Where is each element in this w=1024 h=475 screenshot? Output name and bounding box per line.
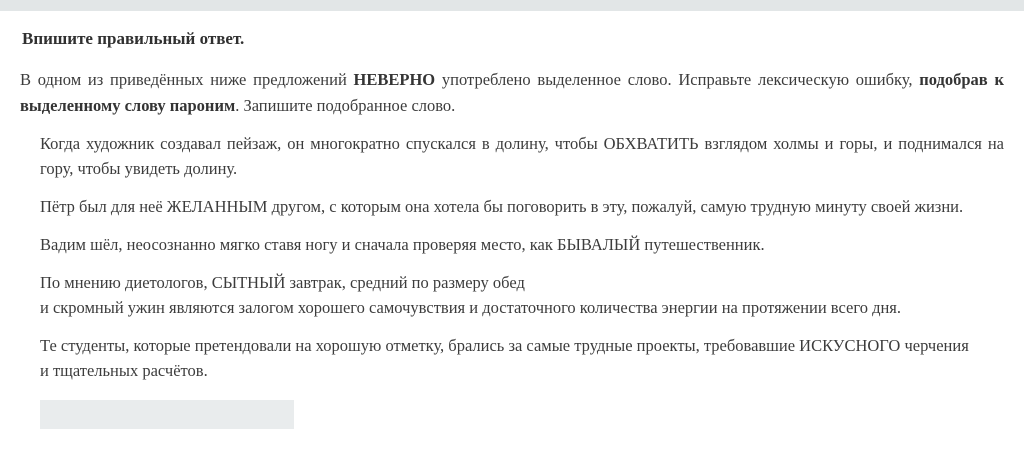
sentence-1 (40, 131, 1004, 181)
question-panel (0, 11, 1024, 429)
task-part2: употреблено выделенное слово. Исправьте лексическую ошибку, (441, 70, 913, 89)
sentence-4 (40, 270, 1004, 320)
task-part3: . Запишите подобранное слово. (235, 96, 456, 115)
sentence-5-line-1: Те студенты, которые претендовали на хорошую отметку, брались за самые трудные проекты, требовавшие ИСКУСНОГО черчения (40, 336, 969, 355)
sentence-3 (40, 232, 1004, 257)
sentence-list (40, 131, 1004, 383)
sentence-5-line-2: и тщательных расчётов. (40, 361, 208, 380)
answer-row (40, 400, 1004, 429)
sentence-2 (40, 194, 1004, 219)
task-part1: В одном из приведённых ниже предложений (20, 70, 347, 89)
sentence-4-line-1: По мнению диетологов, СЫТНЫЙ завтрак, средний по размеру обед (40, 273, 525, 292)
sentence-5 (40, 333, 1004, 383)
sentence-4-line-2: и скромный ужин являются залогом хорошего самочувствия и достаточного количества энергии на протяжении всего дня. (40, 298, 902, 317)
sentence-3-line-1: Вадим шёл, неосознанно мягко ставя ногу и сначала проверяя место, как БЫВАЛЫЙ путешественник. (40, 235, 765, 254)
task-instruction (20, 67, 1004, 119)
page-title: Впишите правильный ответ. (22, 29, 245, 48)
top-bar (0, 0, 1024, 11)
sentence-1-line-1: Когда художник создавал пейзаж, он многократно спускался в долину, чтобы ОБХВАТИТЬ взглядом холмы и горы, и поднимался на гору, чтобы увидеть долину. (40, 134, 1004, 178)
task-highlight-paronim: подобрав к выделенному слову пароним (20, 70, 1004, 115)
task-highlight-neverno: НЕВЕРНО (353, 70, 436, 89)
answer-input[interactable] (40, 400, 294, 429)
sentence-2-line-1: Пётр был для неё ЖЕЛАННЫМ другом, с которым она хотела бы поговорить в эту, пожалуй, самую трудную минуту своей жизни. (40, 197, 964, 216)
